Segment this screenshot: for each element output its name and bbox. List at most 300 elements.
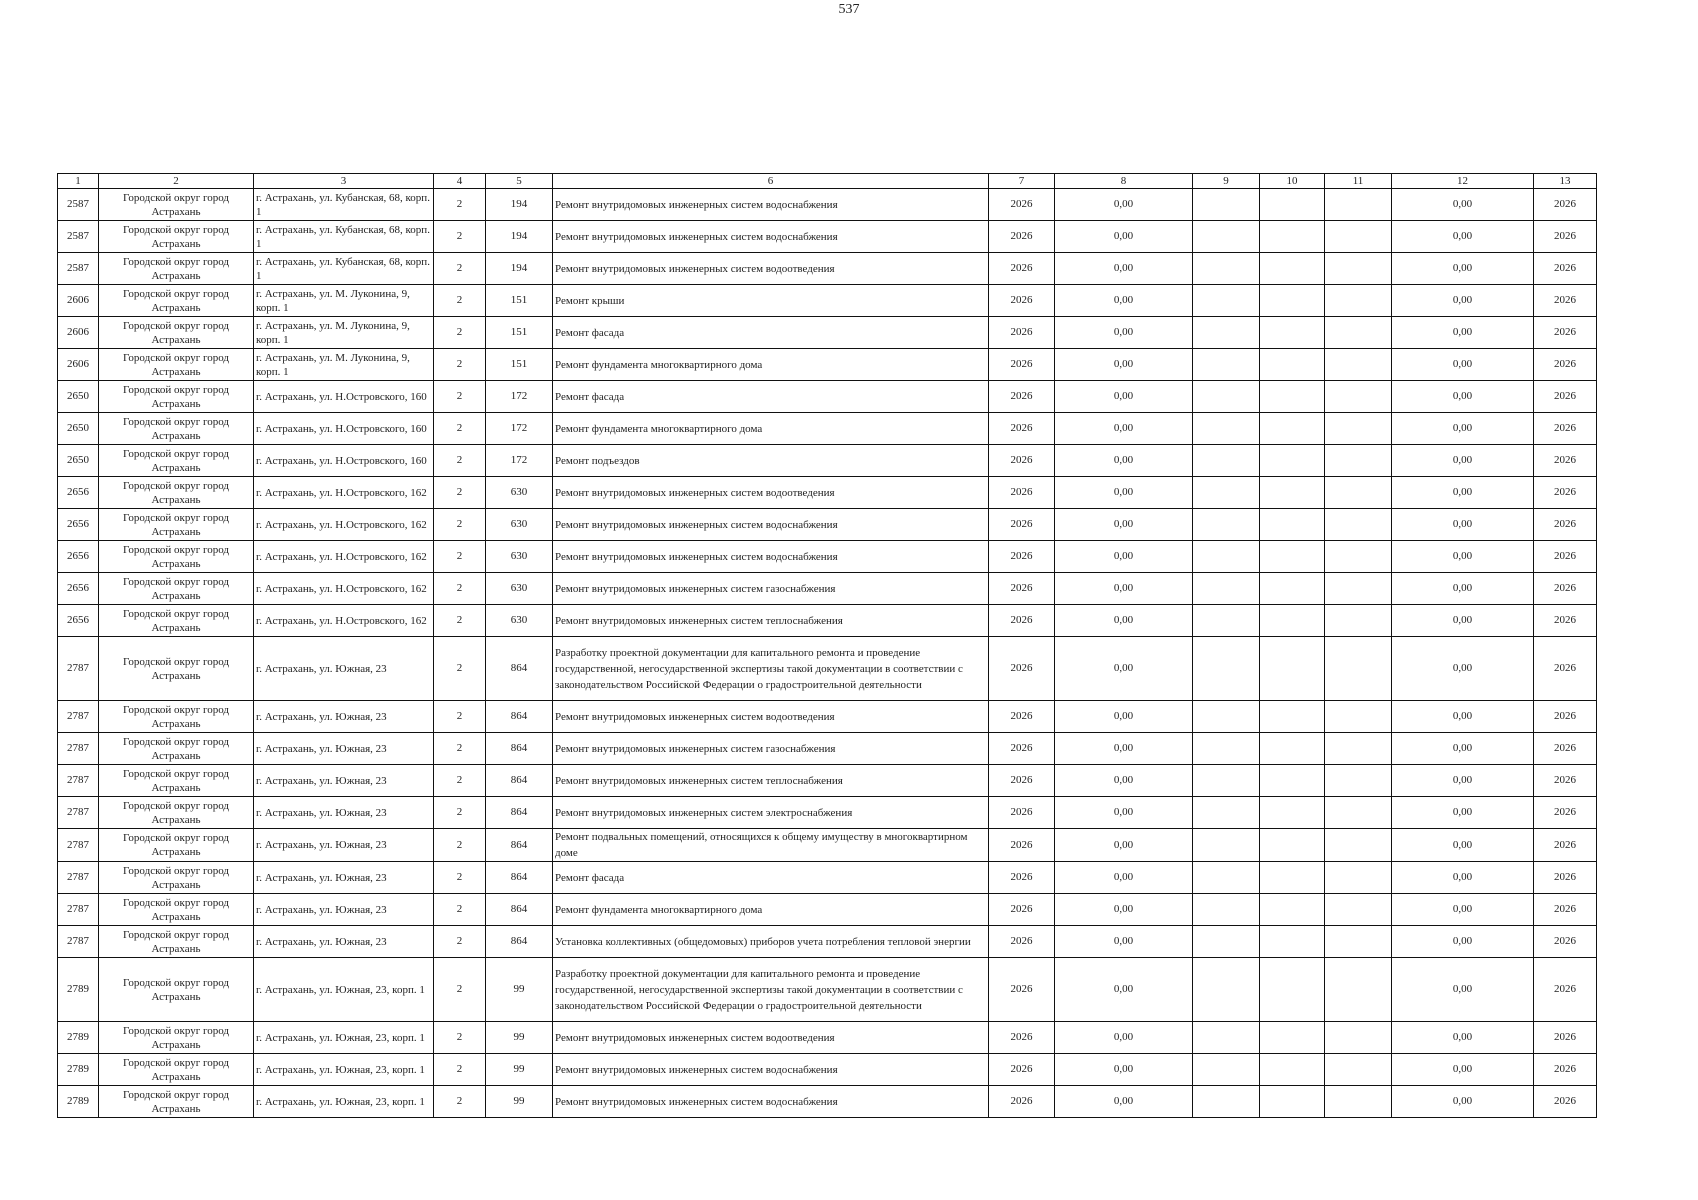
record-number-cell: 2650	[58, 381, 99, 413]
column-number-row	[58, 174, 1597, 189]
table-row	[58, 381, 1597, 413]
column-header: 9	[1193, 174, 1260, 189]
end-year-cell: 2026	[1534, 221, 1597, 253]
work-type-cell: Ремонт внутридомовых инженерных систем водоотведения	[553, 253, 989, 285]
municipality-cell: Городской округ город Астрахань	[99, 958, 254, 1022]
table-row	[58, 285, 1597, 317]
year-cell: 2026	[989, 477, 1055, 509]
column-5-cell: 864	[486, 637, 553, 701]
municipality-cell: Городской округ город Астрахань	[99, 862, 254, 894]
end-year-cell: 2026	[1534, 1054, 1597, 1086]
record-number-cell: 2606	[58, 317, 99, 349]
amount-cell: 0,00	[1055, 829, 1193, 862]
amount-cell: 0,00	[1055, 894, 1193, 926]
municipality-cell: Городской округ город Астрахань	[99, 829, 254, 862]
address-cell: г. Астрахань, ул. Южная, 23, корп. 1	[254, 1086, 434, 1118]
address-cell: г. Астрахань, ул. Н.Островского, 160	[254, 381, 434, 413]
column-11-cell	[1325, 765, 1392, 797]
record-number-cell: 2656	[58, 573, 99, 605]
table-row	[58, 221, 1597, 253]
column-9-cell	[1193, 797, 1260, 829]
column-4-cell: 2	[434, 413, 486, 445]
column-4-cell: 2	[434, 894, 486, 926]
year-cell: 2026	[989, 253, 1055, 285]
column-11-cell	[1325, 477, 1392, 509]
work-type-cell: Ремонт крыши	[553, 285, 989, 317]
column-9-cell	[1193, 733, 1260, 765]
table-row	[58, 541, 1597, 573]
column-10-cell	[1260, 445, 1325, 477]
column-9-cell	[1193, 765, 1260, 797]
year-cell: 2026	[989, 958, 1055, 1022]
work-type-cell: Ремонт внутридомовых инженерных систем водоотведения	[553, 701, 989, 733]
record-number-cell: 2789	[58, 1054, 99, 1086]
end-year-cell: 2026	[1534, 797, 1597, 829]
amount-cell: 0,00	[1055, 221, 1193, 253]
column-header: 12	[1392, 174, 1534, 189]
address-cell: г. Астрахань, ул. Н.Островского, 162	[254, 509, 434, 541]
column-header: 2	[99, 174, 254, 189]
column-4-cell: 2	[434, 701, 486, 733]
table-row	[58, 477, 1597, 509]
end-year-cell: 2026	[1534, 605, 1597, 637]
column-10-cell	[1260, 221, 1325, 253]
end-year-cell: 2026	[1534, 862, 1597, 894]
table-row	[58, 605, 1597, 637]
column-4-cell: 2	[434, 253, 486, 285]
column-11-cell	[1325, 958, 1392, 1022]
address-cell: г. Астрахань, ул. Южная, 23	[254, 701, 434, 733]
amount-total-cell: 0,00	[1392, 381, 1534, 413]
municipality-cell: Городской округ город Астрахань	[99, 285, 254, 317]
column-4-cell: 2	[434, 1086, 486, 1118]
municipality-cell: Городской округ город Астрахань	[99, 221, 254, 253]
end-year-cell: 2026	[1534, 413, 1597, 445]
municipality-cell: Городской округ город Астрахань	[99, 317, 254, 349]
column-5-cell: 630	[486, 477, 553, 509]
record-number-cell: 2789	[58, 1086, 99, 1118]
table-row	[58, 926, 1597, 958]
year-cell: 2026	[989, 189, 1055, 221]
column-header: 11	[1325, 174, 1392, 189]
table-row	[58, 797, 1597, 829]
column-11-cell	[1325, 445, 1392, 477]
address-cell: г. Астрахань, ул. Южная, 23	[254, 733, 434, 765]
column-5-cell: 99	[486, 1054, 553, 1086]
record-number-cell: 2787	[58, 829, 99, 862]
address-cell: г. Астрахань, ул. Южная, 23	[254, 797, 434, 829]
address-cell: г. Астрахань, ул. Южная, 23	[254, 926, 434, 958]
work-type-cell: Ремонт фасада	[553, 862, 989, 894]
amount-cell: 0,00	[1055, 701, 1193, 733]
amount-cell: 0,00	[1055, 733, 1193, 765]
column-header: 8	[1055, 174, 1193, 189]
address-cell: г. Астрахань, ул. Н.Островского, 162	[254, 605, 434, 637]
column-10-cell	[1260, 413, 1325, 445]
amount-total-cell: 0,00	[1392, 285, 1534, 317]
column-11-cell	[1325, 189, 1392, 221]
year-cell: 2026	[989, 894, 1055, 926]
column-header: 13	[1534, 174, 1597, 189]
column-11-cell	[1325, 541, 1392, 573]
column-4-cell: 2	[434, 509, 486, 541]
amount-total-cell: 0,00	[1392, 637, 1534, 701]
municipality-cell: Городской округ город Астрахань	[99, 189, 254, 221]
year-cell: 2026	[989, 349, 1055, 381]
column-5-cell: 172	[486, 381, 553, 413]
column-5-cell: 864	[486, 701, 553, 733]
year-cell: 2026	[989, 926, 1055, 958]
end-year-cell: 2026	[1534, 637, 1597, 701]
municipality-cell: Городской округ город Астрахань	[99, 573, 254, 605]
municipality-cell: Городской округ город Астрахань	[99, 637, 254, 701]
column-5-cell: 864	[486, 797, 553, 829]
amount-total-cell: 0,00	[1392, 445, 1534, 477]
column-4-cell: 2	[434, 765, 486, 797]
table-row	[58, 189, 1597, 221]
column-4-cell: 2	[434, 1054, 486, 1086]
column-9-cell	[1193, 189, 1260, 221]
column-5-cell: 194	[486, 221, 553, 253]
column-10-cell	[1260, 1054, 1325, 1086]
municipality-cell: Городской округ город Астрахань	[99, 1022, 254, 1054]
column-5-cell: 864	[486, 862, 553, 894]
year-cell: 2026	[989, 317, 1055, 349]
address-cell: г. Астрахань, ул. Кубанская, 68, корп. 1	[254, 253, 434, 285]
column-11-cell	[1325, 253, 1392, 285]
amount-total-cell: 0,00	[1392, 477, 1534, 509]
work-type-cell: Разработку проектной документации для капитального ремонта и проведение государственной, негосударственной экспертизы такой документации в соответствии с законодательством Российской Федерации о градостроительной деятельности	[553, 958, 989, 1022]
amount-cell: 0,00	[1055, 637, 1193, 701]
column-10-cell	[1260, 509, 1325, 541]
column-10-cell	[1260, 317, 1325, 349]
column-10-cell	[1260, 605, 1325, 637]
table-row	[58, 765, 1597, 797]
amount-total-cell: 0,00	[1392, 605, 1534, 637]
amount-cell: 0,00	[1055, 381, 1193, 413]
column-10-cell	[1260, 381, 1325, 413]
municipality-cell: Городской округ город Астрахань	[99, 445, 254, 477]
amount-total-cell: 0,00	[1392, 1022, 1534, 1054]
end-year-cell: 2026	[1534, 285, 1597, 317]
column-5-cell: 864	[486, 733, 553, 765]
work-type-cell: Ремонт фундамента многоквартирного дома	[553, 413, 989, 445]
record-number-cell: 2650	[58, 413, 99, 445]
address-cell: г. Астрахань, ул. Южная, 23	[254, 862, 434, 894]
column-10-cell	[1260, 958, 1325, 1022]
municipality-cell: Городской округ город Астрахань	[99, 797, 254, 829]
amount-total-cell: 0,00	[1392, 733, 1534, 765]
work-type-cell: Ремонт внутридомовых инженерных систем водоотведения	[553, 477, 989, 509]
year-cell: 2026	[989, 413, 1055, 445]
record-number-cell: 2656	[58, 477, 99, 509]
work-type-cell: Установка коллективных (общедомовых) приборов учета потребления тепловой энергии	[553, 926, 989, 958]
amount-total-cell: 0,00	[1392, 413, 1534, 445]
end-year-cell: 2026	[1534, 733, 1597, 765]
amount-total-cell: 0,00	[1392, 958, 1534, 1022]
work-type-cell: Ремонт внутридомовых инженерных систем теплоснабжения	[553, 605, 989, 637]
column-9-cell	[1193, 413, 1260, 445]
municipality-cell: Городской округ город Астрахань	[99, 733, 254, 765]
address-cell: г. Астрахань, ул. Южная, 23, корп. 1	[254, 1022, 434, 1054]
record-number-cell: 2787	[58, 765, 99, 797]
column-11-cell	[1325, 285, 1392, 317]
amount-total-cell: 0,00	[1392, 894, 1534, 926]
column-10-cell	[1260, 349, 1325, 381]
record-number-cell: 2787	[58, 926, 99, 958]
column-9-cell	[1193, 381, 1260, 413]
column-4-cell: 2	[434, 637, 486, 701]
end-year-cell: 2026	[1534, 701, 1597, 733]
year-cell: 2026	[989, 829, 1055, 862]
year-cell: 2026	[989, 1086, 1055, 1118]
address-cell: г. Астрахань, ул. Н.Островского, 160	[254, 413, 434, 445]
end-year-cell: 2026	[1534, 1022, 1597, 1054]
year-cell: 2026	[989, 381, 1055, 413]
column-4-cell: 2	[434, 605, 486, 637]
column-11-cell	[1325, 637, 1392, 701]
table-row	[58, 894, 1597, 926]
record-number-cell: 2650	[58, 445, 99, 477]
municipality-cell: Городской округ город Астрахань	[99, 894, 254, 926]
end-year-cell: 2026	[1534, 445, 1597, 477]
column-4-cell: 2	[434, 445, 486, 477]
work-type-cell: Ремонт внутридомовых инженерных систем водоснабжения	[553, 221, 989, 253]
column-header: 1	[58, 174, 99, 189]
table-row	[58, 701, 1597, 733]
municipality-cell: Городской округ город Астрахань	[99, 605, 254, 637]
amount-cell: 0,00	[1055, 1022, 1193, 1054]
column-5-cell: 864	[486, 765, 553, 797]
column-11-cell	[1325, 221, 1392, 253]
work-type-cell: Ремонт подъездов	[553, 445, 989, 477]
work-type-cell: Ремонт фундамента многоквартирного дома	[553, 894, 989, 926]
column-header: 10	[1260, 174, 1325, 189]
column-5-cell: 194	[486, 253, 553, 285]
amount-cell: 0,00	[1055, 797, 1193, 829]
column-9-cell	[1193, 1022, 1260, 1054]
end-year-cell: 2026	[1534, 541, 1597, 573]
amount-cell: 0,00	[1055, 317, 1193, 349]
amount-cell: 0,00	[1055, 926, 1193, 958]
address-cell: г. Астрахань, ул. Южная, 23, корп. 1	[254, 958, 434, 1022]
municipality-cell: Городской округ город Астрахань	[99, 477, 254, 509]
column-9-cell	[1193, 221, 1260, 253]
municipality-cell: Городской округ город Астрахань	[99, 349, 254, 381]
end-year-cell: 2026	[1534, 349, 1597, 381]
table-row	[58, 573, 1597, 605]
column-header: 7	[989, 174, 1055, 189]
column-5-cell: 630	[486, 573, 553, 605]
column-9-cell	[1193, 1086, 1260, 1118]
amount-cell: 0,00	[1055, 189, 1193, 221]
work-type-cell: Ремонт внутридомовых инженерных систем теплоснабжения	[553, 765, 989, 797]
amount-cell: 0,00	[1055, 605, 1193, 637]
column-10-cell	[1260, 1086, 1325, 1118]
column-4-cell: 2	[434, 381, 486, 413]
address-cell: г. Астрахань, ул. Кубанская, 68, корп. 1	[254, 221, 434, 253]
column-4-cell: 2	[434, 573, 486, 605]
municipality-cell: Городской округ город Астрахань	[99, 381, 254, 413]
column-11-cell	[1325, 894, 1392, 926]
year-cell: 2026	[989, 605, 1055, 637]
column-11-cell	[1325, 701, 1392, 733]
column-header: 6	[553, 174, 989, 189]
amount-total-cell: 0,00	[1392, 317, 1534, 349]
municipality-cell: Городской округ город Астрахань	[99, 701, 254, 733]
work-type-cell: Ремонт фасада	[553, 381, 989, 413]
end-year-cell: 2026	[1534, 1086, 1597, 1118]
column-4-cell: 2	[434, 189, 486, 221]
table-row	[58, 958, 1597, 1022]
address-cell: г. Астрахань, ул. Южная, 23, корп. 1	[254, 1054, 434, 1086]
column-10-cell	[1260, 285, 1325, 317]
amount-total-cell: 0,00	[1392, 1054, 1534, 1086]
amount-cell: 0,00	[1055, 573, 1193, 605]
record-number-cell: 2656	[58, 541, 99, 573]
page-number: 537	[838, 2, 860, 17]
column-4-cell: 2	[434, 862, 486, 894]
column-5-cell: 151	[486, 285, 553, 317]
year-cell: 2026	[989, 1022, 1055, 1054]
column-9-cell	[1193, 285, 1260, 317]
municipality-cell: Городской округ город Астрахань	[99, 509, 254, 541]
record-number-cell: 2587	[58, 253, 99, 285]
table-row	[58, 829, 1597, 862]
amount-total-cell: 0,00	[1392, 189, 1534, 221]
amount-total-cell: 0,00	[1392, 253, 1534, 285]
table-row	[58, 509, 1597, 541]
column-11-cell	[1325, 605, 1392, 637]
column-11-cell	[1325, 862, 1392, 894]
column-9-cell	[1193, 253, 1260, 285]
year-cell: 2026	[989, 541, 1055, 573]
address-cell: г. Астрахань, ул. Кубанская, 68, корп. 1	[254, 189, 434, 221]
column-10-cell	[1260, 573, 1325, 605]
municipality-cell: Городской округ город Астрахань	[99, 1054, 254, 1086]
end-year-cell: 2026	[1534, 509, 1597, 541]
address-cell: г. Астрахань, ул. Н.Островского, 162	[254, 541, 434, 573]
column-11-cell	[1325, 317, 1392, 349]
year-cell: 2026	[989, 509, 1055, 541]
column-11-cell	[1325, 509, 1392, 541]
column-10-cell	[1260, 765, 1325, 797]
column-9-cell	[1193, 477, 1260, 509]
column-10-cell	[1260, 541, 1325, 573]
address-cell: г. Астрахань, ул. Южная, 23	[254, 894, 434, 926]
amount-cell: 0,00	[1055, 1054, 1193, 1086]
year-cell: 2026	[989, 445, 1055, 477]
year-cell: 2026	[989, 797, 1055, 829]
amount-cell: 0,00	[1055, 862, 1193, 894]
work-type-cell: Разработку проектной документации для капитального ремонта и проведение государственной, негосударственной экспертизы такой документации в соответствии с законодательством Российской Федерации о градостроительной деятельности	[553, 637, 989, 701]
column-header: 3	[254, 174, 434, 189]
table-row	[58, 637, 1597, 701]
column-4-cell: 2	[434, 285, 486, 317]
column-9-cell	[1193, 541, 1260, 573]
amount-total-cell: 0,00	[1392, 573, 1534, 605]
amount-total-cell: 0,00	[1392, 701, 1534, 733]
column-11-cell	[1325, 926, 1392, 958]
column-5-cell: 864	[486, 829, 553, 862]
year-cell: 2026	[989, 221, 1055, 253]
amount-total-cell: 0,00	[1392, 829, 1534, 862]
column-11-cell	[1325, 413, 1392, 445]
column-9-cell	[1193, 509, 1260, 541]
end-year-cell: 2026	[1534, 765, 1597, 797]
table-row	[58, 317, 1597, 349]
table-row	[58, 1054, 1597, 1086]
record-number-cell: 2787	[58, 862, 99, 894]
column-4-cell: 2	[434, 221, 486, 253]
column-10-cell	[1260, 1022, 1325, 1054]
record-number-cell: 2606	[58, 285, 99, 317]
column-10-cell	[1260, 926, 1325, 958]
column-5-cell: 864	[486, 926, 553, 958]
column-4-cell: 2	[434, 477, 486, 509]
column-4-cell: 2	[434, 541, 486, 573]
column-9-cell	[1193, 829, 1260, 862]
work-type-cell: Ремонт внутридомовых инженерных систем водоснабжения	[553, 541, 989, 573]
address-cell: г. Астрахань, ул. М. Луконина, 9, корп. 1	[254, 349, 434, 381]
year-cell: 2026	[989, 733, 1055, 765]
municipality-cell: Городской округ город Астрахань	[99, 926, 254, 958]
amount-cell: 0,00	[1055, 477, 1193, 509]
column-9-cell	[1193, 349, 1260, 381]
municipality-cell: Городской округ город Астрахань	[99, 253, 254, 285]
work-type-cell: Ремонт внутридомовых инженерных систем электроснабжения	[553, 797, 989, 829]
record-number-cell: 2787	[58, 701, 99, 733]
table-row	[58, 862, 1597, 894]
work-type-cell: Ремонт внутридомовых инженерных систем газоснабжения	[553, 573, 989, 605]
column-9-cell	[1193, 637, 1260, 701]
amount-cell: 0,00	[1055, 349, 1193, 381]
year-cell: 2026	[989, 765, 1055, 797]
amount-total-cell: 0,00	[1392, 926, 1534, 958]
year-cell: 2026	[989, 1054, 1055, 1086]
column-11-cell	[1325, 381, 1392, 413]
column-4-cell: 2	[434, 829, 486, 862]
amount-cell: 0,00	[1055, 285, 1193, 317]
municipality-cell: Городской округ город Астрахань	[99, 413, 254, 445]
year-cell: 2026	[989, 637, 1055, 701]
amount-cell: 0,00	[1055, 1086, 1193, 1118]
end-year-cell: 2026	[1534, 477, 1597, 509]
table-row	[58, 1086, 1597, 1118]
column-10-cell	[1260, 733, 1325, 765]
municipality-cell: Городской округ город Астрахань	[99, 1086, 254, 1118]
year-cell: 2026	[989, 285, 1055, 317]
record-number-cell: 2787	[58, 733, 99, 765]
work-type-cell: Ремонт внутридомовых инженерных систем газоснабжения	[553, 733, 989, 765]
column-4-cell: 2	[434, 797, 486, 829]
work-type-cell: Ремонт внутридомовых инженерных систем водоснабжения	[553, 189, 989, 221]
year-cell: 2026	[989, 701, 1055, 733]
record-number-cell: 2787	[58, 637, 99, 701]
column-4-cell: 2	[434, 733, 486, 765]
amount-cell: 0,00	[1055, 253, 1193, 285]
work-type-cell: Ремонт фасада	[553, 317, 989, 349]
record-number-cell: 2789	[58, 958, 99, 1022]
amount-cell: 0,00	[1055, 509, 1193, 541]
table-row	[58, 253, 1597, 285]
amount-cell: 0,00	[1055, 413, 1193, 445]
amount-total-cell: 0,00	[1392, 349, 1534, 381]
address-cell: г. Астрахань, ул. М. Луконина, 9, корп. 1	[254, 317, 434, 349]
amount-total-cell: 0,00	[1392, 509, 1534, 541]
column-9-cell	[1193, 573, 1260, 605]
column-11-cell	[1325, 829, 1392, 862]
